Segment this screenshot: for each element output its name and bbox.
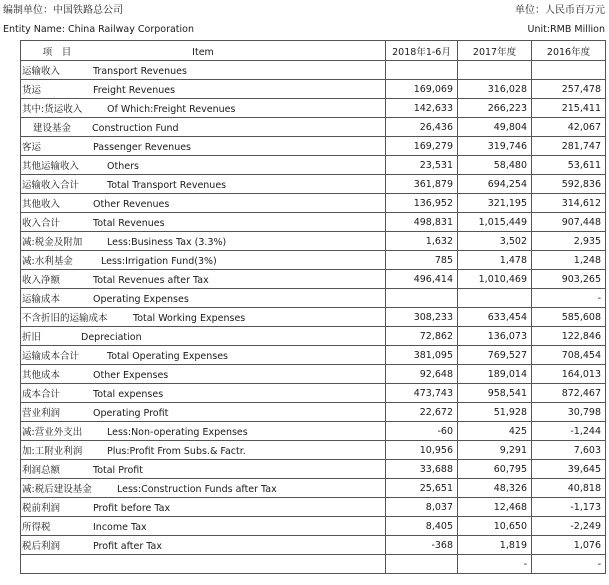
table-row [21,403,606,422]
row-label-zh: 收入净额 [22,275,61,286]
row-label-en: Of Which:Freight Revenues [107,104,236,115]
row-item-cell [21,118,386,137]
row-label-zh: 货运 [22,85,42,96]
value-cell-2018: 785 [386,251,458,270]
value-cell-2018: 8,405 [386,517,458,536]
row-label-zh: 税前利润 [22,503,61,514]
item-header-zh: 项 目 [42,46,72,58]
row-item-cell [21,99,386,118]
table-row [21,137,606,156]
value-cell-2017: 316,028 [458,80,532,99]
value-cell-2017: 60,795 [458,460,532,479]
row-item-cell [21,536,386,555]
value-cell-2017: 51,928 [458,403,532,422]
value-cell-2018: 92,648 [386,365,458,384]
column-header-2016: 2016年度 [532,41,606,61]
row-label-en: Total expenses [93,389,164,400]
value-cell-2018: 8,037 [386,498,458,517]
value-cell-2016: 164,013 [532,365,606,384]
row-item-cell [21,251,386,270]
value-cell-2017 [458,61,532,80]
row-item-cell [21,460,386,479]
value-cell-2017: 1,015,449 [458,213,532,232]
row-label-zh: 其他收入 [22,199,61,210]
table-header-row [21,41,606,61]
value-cell-2018: 33,688 [386,460,458,479]
value-cell-2017: 425 [458,422,532,441]
row-item-cell [21,327,386,346]
column-header-2017: 2017年度 [458,41,532,61]
value-cell-2016: 257,478 [532,80,606,99]
table-row [21,232,606,251]
value-cell-2017: 49,804 [458,118,532,137]
row-label-zh: 折旧 [22,332,42,343]
row-item-cell [21,137,386,156]
row-item-cell [21,346,386,365]
value-cell-2017: 1,010,469 [458,270,532,289]
value-cell-2018: 136,952 [386,194,458,213]
row-item-cell [21,555,386,574]
value-cell-2016: 40,818 [532,479,606,498]
value-cell-2017: 48,326 [458,479,532,498]
value-cell-2017: 189,014 [458,365,532,384]
compiler-label: 编制单位：中国铁路总公司 [3,5,123,16]
value-cell-2018 [386,61,458,80]
column-header-2018: 2018年1-6月 [386,41,458,61]
value-cell-2018: 26,436 [386,118,458,137]
value-cell-2016: 1,248 [532,251,606,270]
row-label-en: Income Tax [93,522,147,533]
row-label-zh: 运输成本合计 [22,351,80,362]
value-cell-2018: 22,672 [386,403,458,422]
value-cell-2017: 9,291 [458,441,532,460]
table-row [21,251,606,270]
row-item-cell [21,80,386,99]
value-cell-2016: 872,467 [532,384,606,403]
value-cell-2017: 694,254 [458,175,532,194]
row-label-en: Less:Irrigation Fund(3%) [101,256,217,267]
table-row [21,118,606,137]
row-item-cell [21,498,386,517]
row-label-zh: 其他运输收入 [22,161,80,172]
table-row [21,99,606,118]
row-label-zh: 减:水利基金 [22,256,73,267]
value-cell-2018: 72,862 [386,327,458,346]
row-label-zh: 加:工附业利润 [22,446,83,457]
value-cell-2018: 361,879 [386,175,458,194]
value-cell-2016: 53,611 [532,156,606,175]
value-cell-2017: - [458,555,532,574]
row-item-cell [21,156,386,175]
value-cell-2018: 25,651 [386,479,458,498]
row-label-zh: 其他成本 [22,370,61,381]
table-row [21,194,606,213]
value-cell-2016: -1,173 [532,498,606,517]
row-label-en: Profit after Tax [93,541,162,552]
row-label-zh: 税后利润 [22,541,61,552]
report-header-zh [0,3,609,19]
table-row [21,61,606,80]
value-cell-2016: - [532,289,606,308]
row-label-zh: 其中:货运收入 [22,104,83,115]
value-cell-2017: 1,478 [458,251,532,270]
row-label-zh: 客运 [22,142,42,153]
row-label-en: Operating Expenses [93,294,189,305]
row-label-en: Total Working Expenses [133,313,246,324]
row-label-zh: 减:税金及附加 [22,237,83,248]
value-cell-2017: 266,223 [458,99,532,118]
income-statement-table [20,40,606,574]
table-row [21,479,606,498]
value-cell-2016: 592,836 [532,175,606,194]
value-cell-2016: 122,846 [532,327,606,346]
table-row [21,270,606,289]
row-label-zh: 不含折旧的运输成本 [22,313,108,324]
table-row [21,498,606,517]
row-label-en: Passenger Revenues [93,142,192,153]
value-cell-2016: - [532,555,606,574]
value-cell-2018 [386,289,458,308]
value-cell-2017: 958,541 [458,384,532,403]
table-row [21,460,606,479]
row-item-cell [21,61,386,80]
row-item-cell [21,289,386,308]
row-label-zh: 减:营业外支出 [22,427,83,438]
value-cell-2018: -60 [386,422,458,441]
value-cell-2016: 314,612 [532,194,606,213]
row-label-zh: 利润总额 [22,465,61,476]
value-cell-2016: 708,454 [532,346,606,365]
row-item-cell [21,175,386,194]
item-header-en: Item [192,46,214,58]
table-row [21,175,606,194]
table-row [21,536,606,555]
row-item-cell [21,365,386,384]
table-row [21,80,606,99]
table-row [21,365,606,384]
table-row [21,384,606,403]
value-cell-2017 [458,289,532,308]
value-cell-2016: 903,265 [532,270,606,289]
value-cell-2018: 473,743 [386,384,458,403]
value-cell-2016: 39,645 [532,460,606,479]
row-label-en: Total Transport Revenues [107,180,227,191]
table-row [21,213,606,232]
value-cell-2018: 381,095 [386,346,458,365]
table-row [21,327,606,346]
row-label-en: Total Revenues [93,218,165,229]
row-label-en: Total Revenues after Tax [93,275,209,286]
row-item-cell [21,270,386,289]
row-item-cell [21,213,386,232]
table-row [21,308,606,327]
value-cell-2018: 1,632 [386,232,458,251]
value-cell-2016: 907,448 [532,213,606,232]
value-cell-2018 [386,555,458,574]
value-cell-2017: 3,502 [458,232,532,251]
value-cell-2016: 30,798 [532,403,606,422]
value-cell-2018: 169,069 [386,80,458,99]
value-cell-2018: -368 [386,536,458,555]
row-label-en: Total Operating Expenses [107,351,228,362]
value-cell-2018: 496,414 [386,270,458,289]
value-cell-2017: 769,527 [458,346,532,365]
row-label-zh: 减:税后建设基金 [22,484,92,495]
value-cell-2018: 169,279 [386,137,458,156]
value-cell-2017: 321,195 [458,194,532,213]
item-column-header [21,41,386,61]
table-row [21,517,606,536]
row-item-cell [21,232,386,251]
value-cell-2016: -2,249 [532,517,606,536]
value-cell-2017: 1,819 [458,536,532,555]
row-label-en: Operating Profit [93,408,169,419]
row-label-en: Profit before Tax [93,503,171,514]
row-label-zh: 建设基金 [33,123,72,134]
value-cell-2018: 308,233 [386,308,458,327]
value-cell-2016 [532,61,606,80]
table-row [21,346,606,365]
row-label-zh: 所得税 [22,522,51,533]
table-row [21,555,606,574]
value-cell-2017: 633,454 [458,308,532,327]
value-cell-2018: 142,633 [386,99,458,118]
value-cell-2016: 42,067 [532,118,606,137]
value-cell-2016: 281,747 [532,137,606,156]
value-cell-2016: 215,411 [532,99,606,118]
row-label-en: Others [107,161,139,172]
row-label-zh: 收入合计 [22,218,61,229]
table-row [21,441,606,460]
table-row [21,422,606,441]
row-label-zh: 运输成本 [22,294,61,305]
value-cell-2016: 2,935 [532,232,606,251]
value-cell-2017: 12,468 [458,498,532,517]
unit-label-zh: 单位：人民币百万元 [515,5,605,16]
row-label-en: Plus:Profit From Subs.& Factr. [107,446,246,457]
table-row [21,156,606,175]
row-label-en: Less:Non-operating Expenses [107,427,248,438]
row-label-en: Total Profit [93,465,143,476]
row-label-zh: 成本合计 [22,389,61,400]
row-item-cell [21,422,386,441]
unit-label-en: Unit:RMB Million [527,24,605,35]
row-item-cell [21,517,386,536]
row-item-cell [21,384,386,403]
value-cell-2017: 136,073 [458,327,532,346]
value-cell-2018: 23,531 [386,156,458,175]
row-label-en: Other Revenues [93,199,170,210]
row-label-en: Depreciation [81,332,142,343]
value-cell-2016: 7,603 [532,441,606,460]
row-label-en: Less:Construction Funds after Tax [117,484,277,495]
value-cell-2017: 319,746 [458,137,532,156]
entity-name-label: Entity Name: China Railway Corporation [3,24,195,35]
row-label-en: Less:Business Tax (3.3%) [107,237,227,248]
row-label-zh: 运输收入 [22,66,61,77]
row-label-en: Construction Fund [92,123,179,134]
row-label-en: Freight Revenues [93,85,176,96]
row-label-en: Transport Revenues [93,66,187,77]
value-cell-2017: 58,480 [458,156,532,175]
value-cell-2016: 1,076 [532,536,606,555]
row-label-zh: 营业利润 [22,408,61,419]
report-header-en [0,22,609,38]
value-cell-2018: 10,956 [386,441,458,460]
table-row [21,289,606,308]
row-item-cell [21,194,386,213]
row-label-zh: 运输收入合计 [22,180,80,191]
row-item-cell [21,403,386,422]
value-cell-2017: 10,650 [458,517,532,536]
row-item-cell [21,441,386,460]
value-cell-2018: 498,831 [386,213,458,232]
value-cell-2016: -1,244 [532,422,606,441]
row-item-cell [21,479,386,498]
value-cell-2016: 585,608 [532,308,606,327]
row-label-en: Other Expenses [93,370,169,381]
row-item-cell [21,308,386,327]
